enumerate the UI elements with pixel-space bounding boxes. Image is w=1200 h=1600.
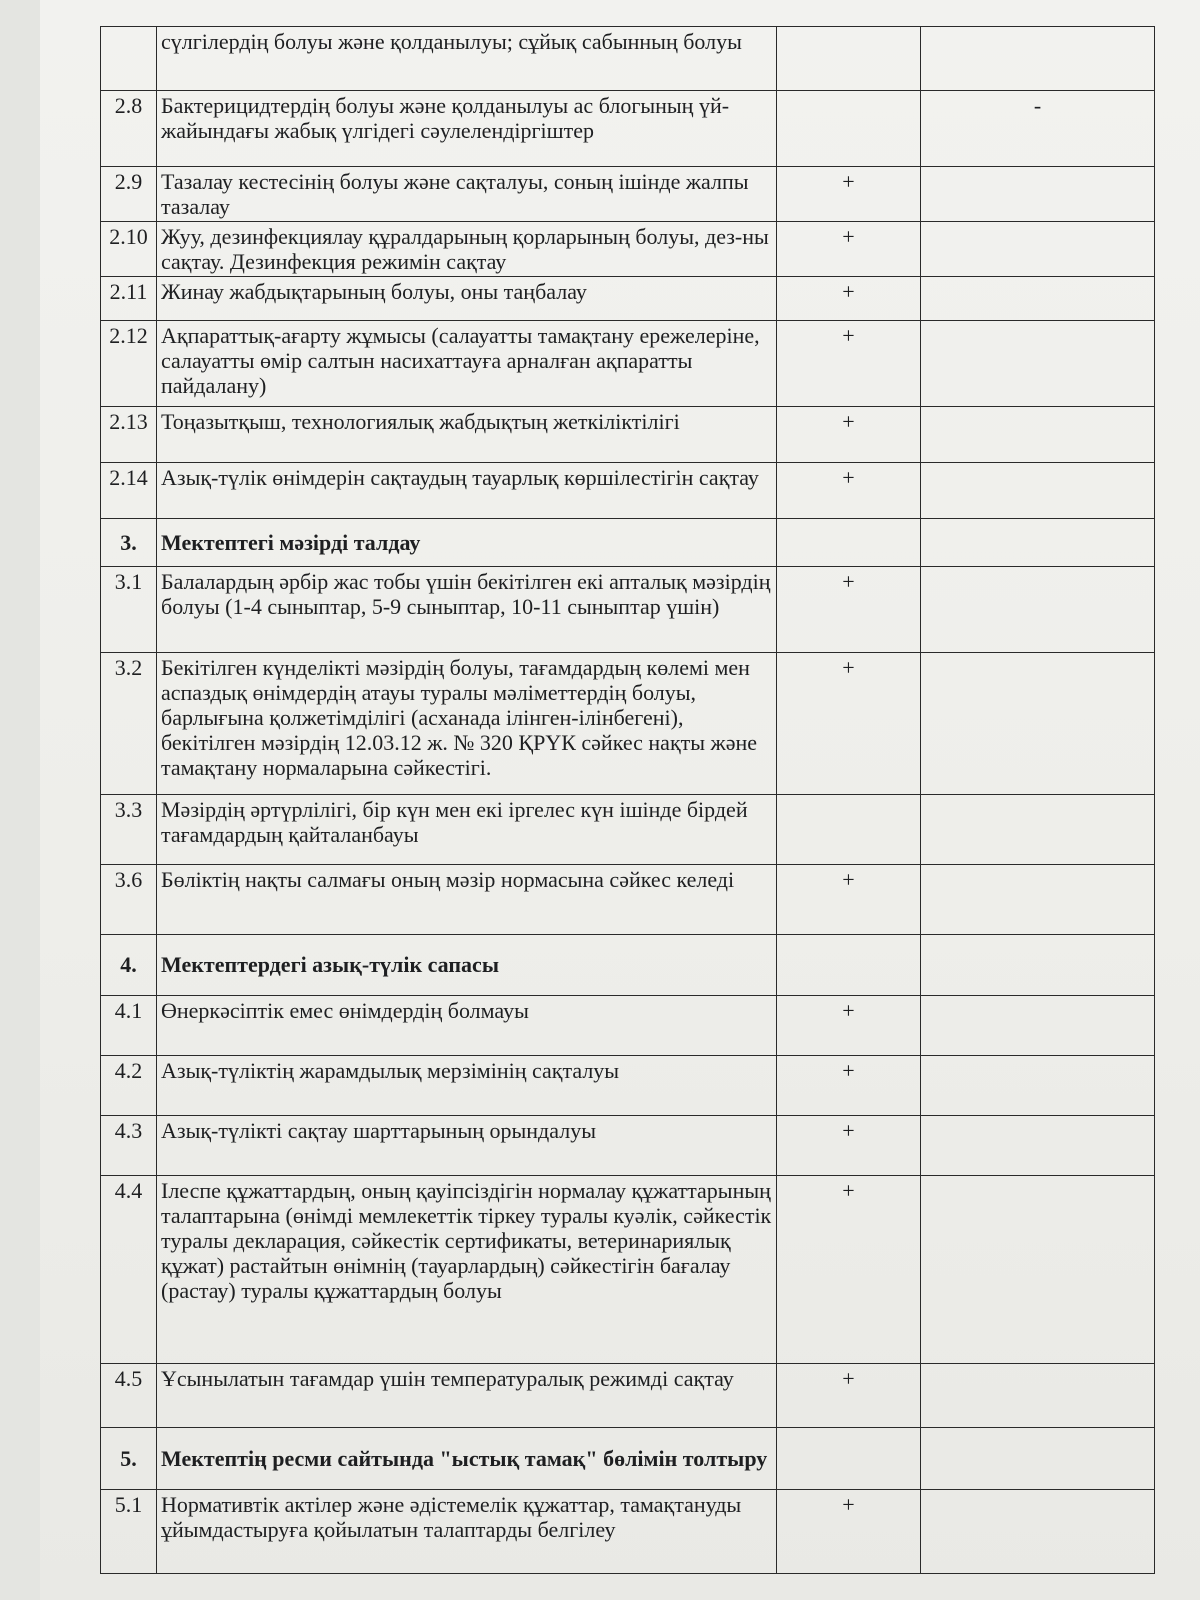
row-mark-compliant: + <box>777 1489 921 1573</box>
table-row <box>101 1363 1155 1427</box>
table-row <box>101 795 1155 865</box>
inspection-checklist-table <box>100 26 1155 1574</box>
row-number: 4.1 <box>101 995 157 1055</box>
row-criterion: Жуу, дезинфекциялау құралдарының қорларының болуы, дез-ны сақтау. Дезинфекция режимін сақтау <box>157 222 777 277</box>
table-row <box>101 321 1155 407</box>
row-mark-noncompliant <box>921 995 1155 1055</box>
row-number: 2.8 <box>101 91 157 167</box>
row-mark-noncompliant <box>921 567 1155 653</box>
row-mark-noncompliant <box>921 1427 1155 1489</box>
row-criterion: сүлгілердің болуы және қолданылуы; сұйық сабынның болуы <box>157 27 777 91</box>
row-number: 2.9 <box>101 167 157 222</box>
row-number: 2.12 <box>101 321 157 407</box>
row-number: 4.3 <box>101 1115 157 1175</box>
row-criterion: Мәзірдің әртүрлілігі, бір күн мен екі іргелес күн ішінде бірдей тағамдардың қайталанбауы <box>157 795 777 865</box>
table-row <box>101 277 1155 321</box>
row-mark-compliant: + <box>777 1175 921 1363</box>
table-row <box>101 1115 1155 1175</box>
row-mark-compliant <box>777 795 921 865</box>
row-criterion: Ұсынылатын тағамдар үшін температуралық режимді сақтау <box>157 1363 777 1427</box>
row-mark-compliant <box>777 27 921 91</box>
row-criterion: Тазалау кестесінің болуы және сақталуы, соның ішінде жалпы тазалау <box>157 167 777 222</box>
row-mark-compliant: + <box>777 463 921 519</box>
row-number: 4.5 <box>101 1363 157 1427</box>
row-mark-compliant: + <box>777 567 921 653</box>
row-mark-compliant: + <box>777 1055 921 1115</box>
row-mark-compliant: + <box>777 277 921 321</box>
table-row <box>101 865 1155 935</box>
row-number: 3. <box>101 519 157 567</box>
table-row <box>101 407 1155 463</box>
row-number: 5.1 <box>101 1489 157 1573</box>
row-number: 5. <box>101 1427 157 1489</box>
table-row <box>101 995 1155 1055</box>
table-row <box>101 1055 1155 1115</box>
row-criterion: Мектептегі мәзірді талдау <box>157 519 777 567</box>
row-criterion: Ілеспе құжаттардың, оның қауіпсіздігін нормалау құжаттарының талаптарына (өнімді мемлекеттік тіркеу туралы куәлік, сәйкестік туралы декларация, сәйкестік сертификаты, ветеринариялық құжат) растайтын өнімнің (тауарлардың) сәйкестігін бағалау (растау) туралы құжаттардың болуы <box>157 1175 777 1363</box>
table-row <box>101 222 1155 277</box>
table-row <box>101 653 1155 795</box>
section-row <box>101 519 1155 567</box>
row-number: 3.6 <box>101 865 157 935</box>
row-mark-noncompliant <box>921 865 1155 935</box>
row-criterion: Мектептердегі азық-түлік сапасы <box>157 935 777 995</box>
row-mark-compliant <box>777 91 921 167</box>
row-mark-compliant: + <box>777 222 921 277</box>
row-criterion: Өнеркәсіптік емес өнімдердің болмауы <box>157 995 777 1055</box>
row-mark-noncompliant <box>921 321 1155 407</box>
table-row <box>101 167 1155 222</box>
row-criterion: Балалардың әрбір жас тобы үшін бекітілген екі апталық мәзірдің болуы (1-4 сыныптар, 5-9 сыныптар, 10-11 сыныптар үшін) <box>157 567 777 653</box>
row-mark-noncompliant <box>921 1175 1155 1363</box>
table-row <box>101 1175 1155 1363</box>
row-mark-noncompliant <box>921 1055 1155 1115</box>
row-mark-compliant: + <box>777 1115 921 1175</box>
row-number: 2.11 <box>101 277 157 321</box>
row-mark-noncompliant <box>921 277 1155 321</box>
row-mark-compliant: + <box>777 321 921 407</box>
row-mark-compliant <box>777 1427 921 1489</box>
row-criterion: Жинау жабдықтарының болуы, оны таңбалау <box>157 277 777 321</box>
row-mark-noncompliant <box>921 653 1155 795</box>
row-mark-noncompliant <box>921 167 1155 222</box>
row-criterion: Бактерицидтердің болуы және қолданылуы ас блогының үй-жайындағы жабық үлгідегі сәулелендіргіштер <box>157 91 777 167</box>
row-mark-noncompliant <box>921 463 1155 519</box>
row-number: 2.14 <box>101 463 157 519</box>
row-number: 4.2 <box>101 1055 157 1115</box>
row-number: 4.4 <box>101 1175 157 1363</box>
row-mark-noncompliant <box>921 1115 1155 1175</box>
table-row <box>101 27 1155 91</box>
table-row <box>101 567 1155 653</box>
row-criterion: Ақпараттық-ағарту жұмысы (салауатты тамақтану ережелеріне, салауатты өмір салтын насихаттауға арналған ақпаратты пайдалану) <box>157 321 777 407</box>
row-number <box>101 27 157 91</box>
row-number: 4. <box>101 935 157 995</box>
row-mark-noncompliant <box>921 519 1155 567</box>
row-mark-noncompliant <box>921 795 1155 865</box>
row-mark-compliant <box>777 935 921 995</box>
row-mark-compliant: + <box>777 995 921 1055</box>
row-mark-compliant: + <box>777 407 921 463</box>
row-number: 3.3 <box>101 795 157 865</box>
row-number: 3.2 <box>101 653 157 795</box>
row-mark-noncompliant: - <box>921 91 1155 167</box>
row-criterion: Мектептің ресми сайтында "ыстық тамақ" бөлімін толтыру <box>157 1427 777 1489</box>
table-row <box>101 463 1155 519</box>
row-criterion: Тоңазытқыш, технологиялық жабдықтың жеткіліктілігі <box>157 407 777 463</box>
row-mark-compliant <box>777 519 921 567</box>
row-criterion: Азық-түліктің жарамдылық мерзімінің сақталуы <box>157 1055 777 1115</box>
row-mark-noncompliant <box>921 27 1155 91</box>
row-number: 2.13 <box>101 407 157 463</box>
row-number: 2.10 <box>101 222 157 277</box>
row-criterion: Азық-түлікті сақтау шарттарының орындалуы <box>157 1115 777 1175</box>
row-mark-compliant: + <box>777 865 921 935</box>
table-row <box>101 1489 1155 1573</box>
row-mark-compliant: + <box>777 167 921 222</box>
section-row <box>101 935 1155 995</box>
row-mark-noncompliant <box>921 1489 1155 1573</box>
row-mark-noncompliant <box>921 222 1155 277</box>
row-number: 3.1 <box>101 567 157 653</box>
row-criterion: Бөліктің нақты салмағы оның мәзір нормасына сәйкес келеді <box>157 865 777 935</box>
row-mark-compliant: + <box>777 653 921 795</box>
row-criterion: Бекітілген күнделікті мәзірдің болуы, тағамдардың көлемі мен аспаздық өнімдердің атауы туралы мәліметтердің болуы, барлығына қолжетімділігі (асханада ілінген-ілінбегені), бекітілген мәзірдің 12.03.12 ж. № 320 ҚРҮК сәйкес нақты және тамақтану нормаларына сәйкестігі. <box>157 653 777 795</box>
row-criterion: Нормативтік актілер және әдістемелік құжаттар, тамақтануды ұйымдастыруға қойылатын талаптарды белгілеу <box>157 1489 777 1573</box>
row-criterion: Азық-түлік өнімдерін сақтаудың тауарлық көршілестігін сақтау <box>157 463 777 519</box>
row-mark-compliant: + <box>777 1363 921 1427</box>
row-mark-noncompliant <box>921 1363 1155 1427</box>
row-mark-noncompliant <box>921 407 1155 463</box>
section-row <box>101 1427 1155 1489</box>
table-row <box>101 91 1155 167</box>
row-mark-noncompliant <box>921 935 1155 995</box>
